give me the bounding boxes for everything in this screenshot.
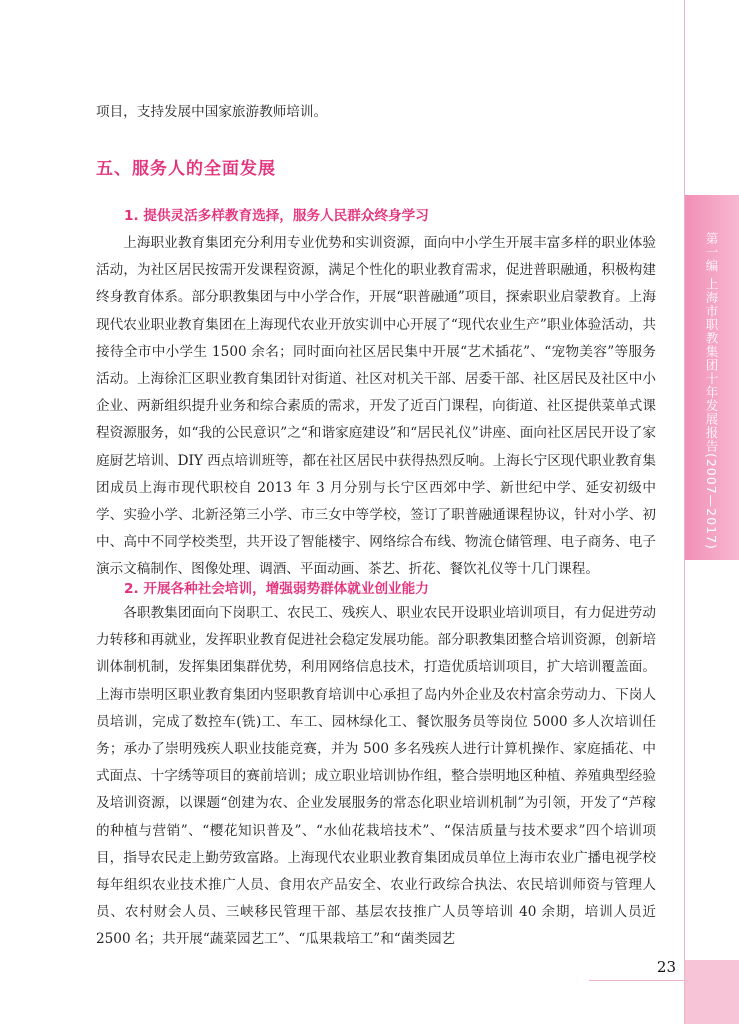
subsection-1-heading: 1. 提供灵活多样教育选择，服务人民群众终身学习: [124, 208, 429, 224]
subsection-2-heading: 2. 开展各种社会培训，增强弱势群体就业创业能力: [124, 581, 429, 597]
subsection-1-paragraph: 上海职业教育集团充分利用专业优势和实训资源，面向中小学生开展丰富多样的职业体验活动，为社区居民按需开发课程资源，满足个性化的职业教育需求，促进普职融通，积极构建终身教育体系。部分职教集团与中小学合作，开展“职普融通”项目，探索职业启蒙教育。上海现代农业职业教育集团在上海现代农业开放实训中心开展了“现代农业生产”职业体验活动，共接待全市中小学生 1500 余名；同时面向社区居民集中开展“艺术插花”、“宠物美容”等服务活动。上海徐汇区职业教育集团针对街道、社区对机关干部、居委干部、社区居民及社区中小企业、两新组织提升业务和综合素质的需求，开发了近百门课程，向街道、社区提供菜单式课程资源服务，如“我的公民意识”之“和谐家庭建设”和“居民礼仪”讲座、面向社区居民开设了家庭厨艺培训、DIY 西点培训班等，都在社区居民中获得热烈反响。上海长宁区现代职业教育集团成员上海市现代职校自 2013 年 3 月分别与长宁区西郊中学、新世纪中学、延安初级中学、实验小学、北新泾第三小学、市三女中等学校，签订了职普融通课程协议，针对小学、初中、高中不同学校类型，共开设了智能楼宇、网络综合布线、物流仓储管理、电子商务、电子演示文稿制作、图像处理、调酒、平面动画、茶艺、折花、餐饮礼仪等十几门课程。: [96, 235, 656, 578]
section-title: 五、服务人的全面发展: [96, 159, 276, 179]
page-number: 23: [656, 958, 676, 976]
chapter-label: 第一编 上海市职教集团十年发展报告(2007—2017): [704, 232, 719, 550]
subsection-1-body: [96, 230, 656, 584]
subsection-2-body: [96, 600, 656, 954]
sidebar-footer-block: [685, 960, 739, 1024]
chapter-sidebar: [684, 0, 739, 1024]
footer-rule: [589, 980, 684, 981]
subsection-2-paragraph: 各职教集团面向下岗职工、农民工、残疾人、职业农民开设职业培训项目，有力促进劳动力转移和再就业，发挥职业教育促进社会稳定发展功能。部分职教集团整合培训资源，创新培训体制机制，发挥集团集群优势，利用网络信息技术，打造优质培训项目，扩大培训覆盖面。上海市崇明区职业教育集团内竖职教育培训中心承担了岛内外企业及农村富余劳动力、下岗人员培训，完成了数控车(铣)工、车工、园林绿化工、餐饮服务员等岗位 5000 多人次培训任务；承办了崇明残疾人职业技能竞赛，并为 500 多名残疾人进行计算机操作、家庭插花、中式面点、十字绣等项目的赛前培训；成立职业培训协作组，整合崇明地区种植、养殖典型经验及培训资源，以课题“创建为农、企业发展服务的常态化职业培训机制”为引领，开发了“芦稼的种植与营销”、“樱花知识普及”、“水仙花栽培技术”、“保洁质量与技术要求”四个培训项目，指导农民走上勤劳致富路。上海现代农业职业教育集团成员单位上海市农业广播电视学校每年组织农业技术推广人员、食用农产品安全、农业行政综合执法、农民培训师资与管理人员、农村财会人员、三峡移民管理干部、基层农技推广人员等培训 40 余期，培训人员近 2500 名；共开展“蔬菜园艺工”、“瓜果栽培工”和“菌类园艺: [96, 605, 656, 948]
intro-line: 项目，支持发展中国家旅游教师培训。: [96, 104, 328, 120]
